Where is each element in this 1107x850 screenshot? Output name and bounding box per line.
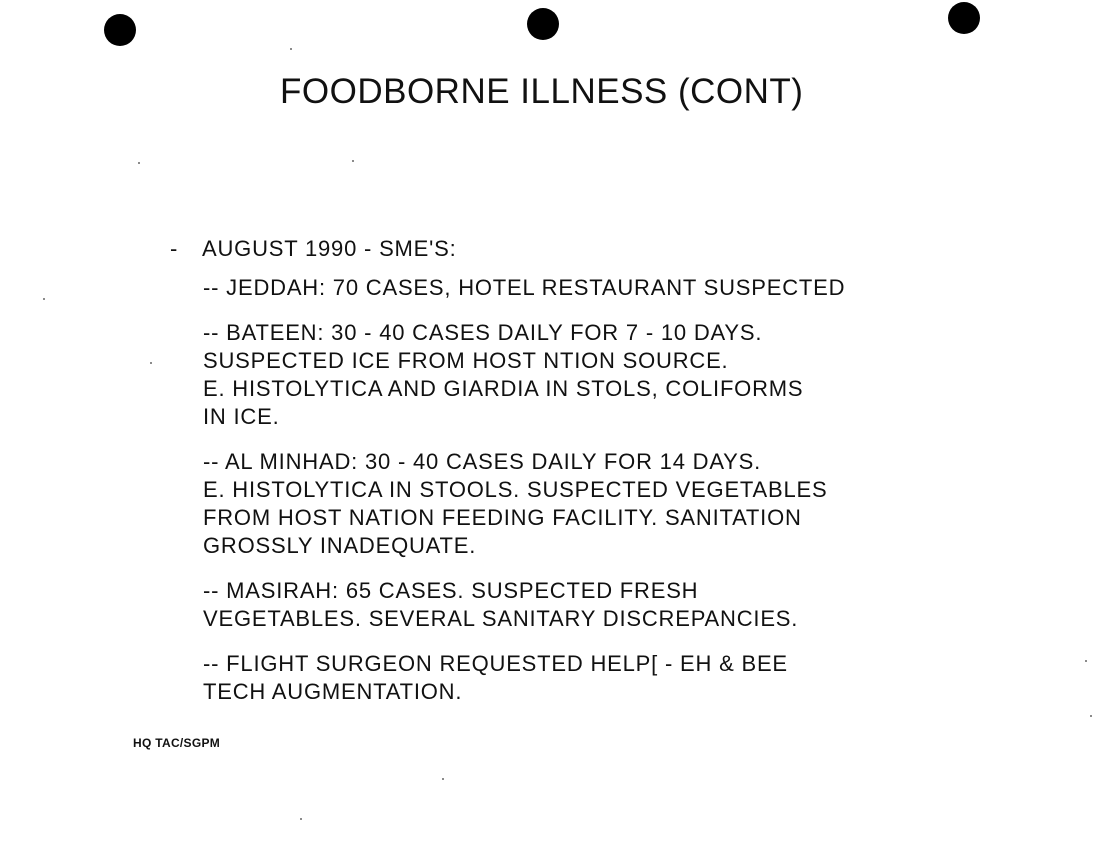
punch-hole-left <box>104 14 136 46</box>
bullet-line: TECH AUGMENTATION. <box>203 679 463 704</box>
scan-speck <box>1085 660 1087 662</box>
bullet-al-minhad <box>203 448 970 560</box>
bullet-line: -- AL MINHAD: 30 - 40 CASES DAILY FOR 14 DAYS. <box>203 449 762 474</box>
bullet-line: E. HISTOLYTICA IN STOOLS. SUSPECTED VEGETABLES <box>203 477 828 502</box>
bullet-flight-surgeon <box>203 650 970 706</box>
scan-speck <box>352 160 354 162</box>
bullet-line: VEGETABLES. SEVERAL SANITARY DISCREPANCIES. <box>203 606 799 631</box>
bullet-line: SUSPECTED ICE FROM HOST NTION SOURCE. <box>203 348 729 373</box>
footer-office-code: HQ TAC/SGPM <box>133 736 221 750</box>
slide-content <box>170 236 970 723</box>
punch-hole-center <box>527 8 559 40</box>
bullet-line: FROM HOST NATION FEEDING FACILITY. SANITATION <box>203 505 802 530</box>
scan-speck <box>1090 715 1092 717</box>
bullet-line: E. HISTOLYTICA AND GIARDIA IN STOLS, COLIFORMS <box>203 376 804 401</box>
scan-speck <box>150 362 152 364</box>
scan-speck <box>43 298 45 300</box>
bullet-bateen <box>203 319 970 431</box>
intro-text: AUGUST 1990 - SME'S: <box>202 236 457 261</box>
bullet-line: IN ICE. <box>203 404 280 429</box>
bullet-masirah <box>203 577 970 633</box>
intro-dash: - <box>170 236 179 261</box>
bullet-line: -- MASIRAH: 65 CASES. SUSPECTED FRESH <box>203 578 699 603</box>
bullet-jeddah <box>203 274 970 302</box>
bullet-line: -- FLIGHT SURGEON REQUESTED HELP[ - EH & BEE <box>203 651 788 676</box>
intro-line <box>170 236 970 262</box>
bullet-line: -- JEDDAH: 70 CASES, HOTEL RESTAURANT SUSPECTED <box>203 275 846 300</box>
scan-speck <box>138 162 140 164</box>
scan-speck <box>300 818 302 820</box>
scan-speck <box>290 48 292 50</box>
punch-hole-right <box>948 2 980 34</box>
bullet-line: -- BATEEN: 30 - 40 CASES DAILY FOR 7 - 10 DAYS. <box>203 320 763 345</box>
page-title: FOODBORNE ILLNESS (CONT) <box>280 72 804 111</box>
scan-speck <box>442 778 444 780</box>
bullet-line: GROSSLY INADEQUATE. <box>203 533 477 558</box>
